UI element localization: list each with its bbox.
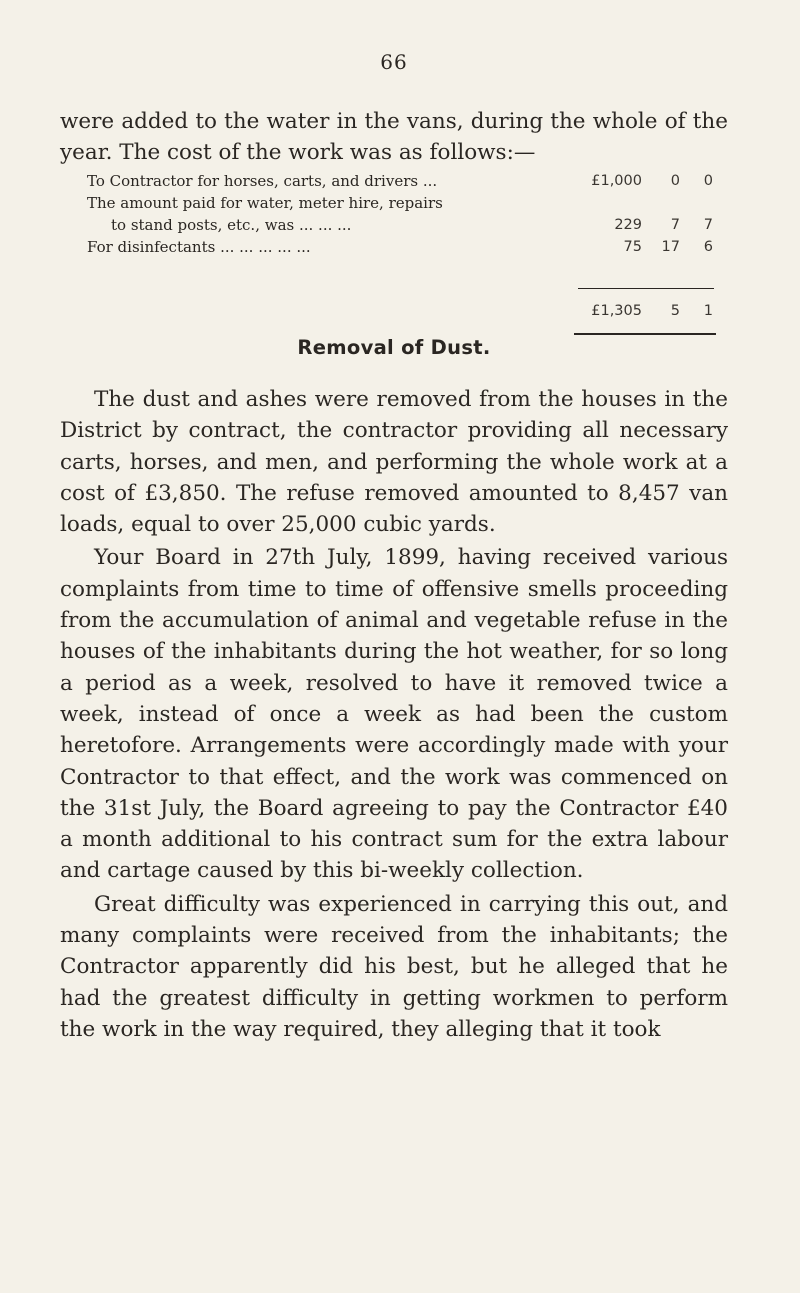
- amount-pounds: 75: [623, 239, 642, 255]
- account-row: [60, 192, 728, 214]
- account-description-continued: to stand posts, etc., was ... ... ...: [111, 216, 352, 234]
- amount-shillings: 0: [670, 173, 680, 189]
- amount-pence: 7: [703, 217, 713, 233]
- account-description: For disinfectants ... ... ... ... ...: [87, 238, 311, 256]
- section-heading: Removal of Dust.: [297, 336, 491, 359]
- page-number: 66: [380, 50, 408, 74]
- account-row: [60, 170, 728, 192]
- cost-accounts-table: [60, 170, 728, 319]
- total-shillings: 5: [670, 303, 680, 319]
- subtotal-rule: [578, 288, 714, 289]
- total-pounds: £1,305: [591, 303, 642, 319]
- intro-paragraph: were added to the water in the vans, during the whole of the year. The cost of the work was as follows:—: [60, 109, 728, 166]
- amount-shillings: 7: [670, 217, 680, 233]
- total-pence: 1: [703, 303, 713, 319]
- total-rule: [574, 333, 716, 335]
- account-description: The amount paid for water, meter hire, repairs: [87, 194, 443, 212]
- body-text: [60, 384, 728, 1045]
- amount-pence: 0: [703, 173, 713, 189]
- account-total-row: [60, 300, 728, 322]
- account-description: To Contractor for horses, carts, and drivers ...: [87, 172, 438, 190]
- account-row-continued: [60, 214, 728, 236]
- amount-shillings: 17: [661, 239, 680, 255]
- paragraph: Your Board in 27th July, 1899, having received various complaints from time to time of offensive smells proceeding from the accumulation of animal and vegetable refuse in the houses of the inhabitants during the hot weather, for so long a period as a week, resolved to have it removed twice a week, instead of once a week as had been the custom heretofore. Arrangements were accordingly made with your Contractor to that effect, and the work was commenced on the 31st July, the Board agreeing to pay the Contractor £40 a month additional to his contract sum for the extra labour and cartage caused by this bi-weekly collection.: [60, 545, 728, 884]
- paragraph: The dust and ashes were removed from the houses in the District by contract, the contractor providing all necessary carts, horses, and men, and performing the whole work at a cost of £3,850. The refuse removed amounted to 8,457 van loads, equal to over 25,000 cubic yards.: [60, 387, 728, 538]
- paragraph: Great difficulty was experienced in carrying this out, and many complaints were received from the inhabitants; the Contractor apparently did his best, but he alleged that he had the greatest difficulty in getting workmen to perform the work in the way required, they alleging that it took: [60, 891, 728, 1042]
- amount-pence: 6: [703, 239, 713, 255]
- account-row: [60, 236, 728, 258]
- amount-pounds: £1,000: [591, 173, 642, 189]
- amount-pounds: 229: [614, 217, 642, 233]
